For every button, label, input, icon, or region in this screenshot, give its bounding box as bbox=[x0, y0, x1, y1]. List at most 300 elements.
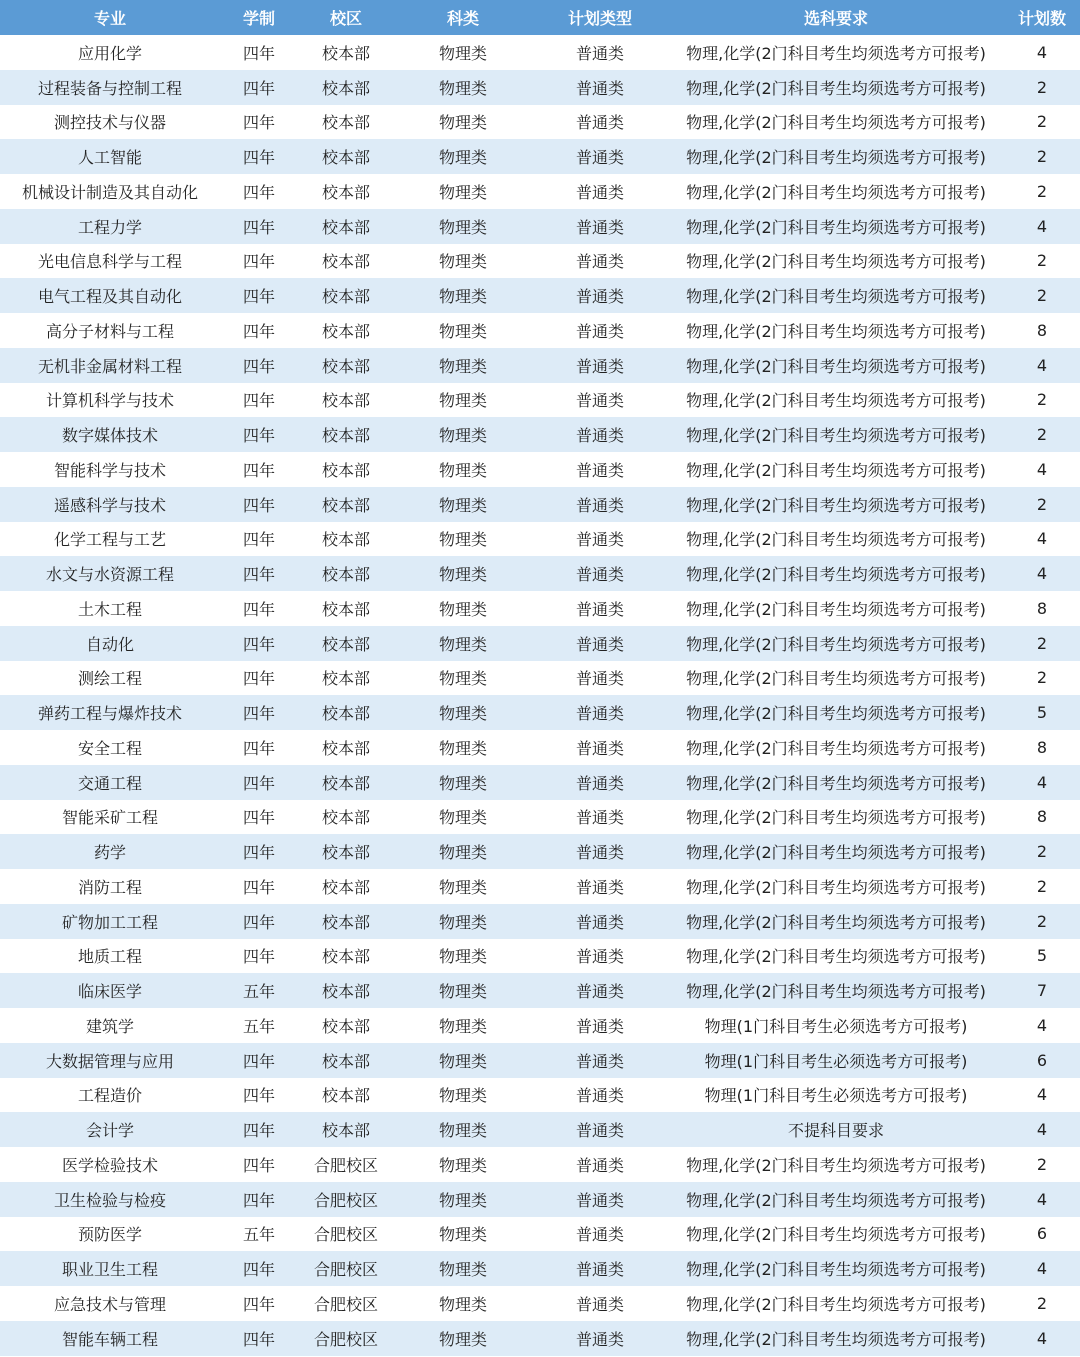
cell-plan-type: 普通类 bbox=[532, 834, 668, 869]
cell-major: 临床医学 bbox=[0, 973, 220, 1008]
cell-requirement: 物理,化学(2门科目考生均须选考方可报考) bbox=[668, 695, 1004, 730]
cell-count: 2 bbox=[1004, 487, 1080, 522]
cell-category: 物理类 bbox=[394, 556, 532, 591]
cell-category: 物理类 bbox=[394, 661, 532, 696]
cell-major: 安全工程 bbox=[0, 730, 220, 765]
cell-years: 五年 bbox=[220, 1217, 298, 1252]
cell-campus: 合肥校区 bbox=[298, 1286, 394, 1321]
table-row bbox=[0, 383, 1080, 418]
cell-requirement: 物理,化学(2门科目考生均须选考方可报考) bbox=[668, 348, 1004, 383]
cell-major: 化学工程与工艺 bbox=[0, 522, 220, 557]
cell-years: 四年 bbox=[220, 1078, 298, 1113]
cell-plan-type: 普通类 bbox=[532, 313, 668, 348]
table-row bbox=[0, 209, 1080, 244]
table-row bbox=[0, 730, 1080, 765]
cell-years: 四年 bbox=[220, 800, 298, 835]
cell-plan-type: 普通类 bbox=[532, 904, 668, 939]
cell-years: 四年 bbox=[220, 695, 298, 730]
cell-major: 自动化 bbox=[0, 626, 220, 661]
cell-major: 人工智能 bbox=[0, 139, 220, 174]
cell-category: 物理类 bbox=[394, 105, 532, 140]
cell-major: 药学 bbox=[0, 834, 220, 869]
cell-requirement: 物理,化学(2门科目考生均须选考方可报考) bbox=[668, 487, 1004, 522]
cell-requirement: 物理,化学(2门科目考生均须选考方可报考) bbox=[668, 35, 1004, 70]
cell-years: 四年 bbox=[220, 417, 298, 452]
header-category: 科类 bbox=[394, 0, 532, 35]
cell-requirement: 物理,化学(2门科目考生均须选考方可报考) bbox=[668, 174, 1004, 209]
cell-requirement: 物理,化学(2门科目考生均须选考方可报考) bbox=[668, 869, 1004, 904]
cell-count: 2 bbox=[1004, 834, 1080, 869]
cell-category: 物理类 bbox=[394, 765, 532, 800]
cell-category: 物理类 bbox=[394, 904, 532, 939]
cell-years: 四年 bbox=[220, 591, 298, 626]
cell-major: 交通工程 bbox=[0, 765, 220, 800]
cell-category: 物理类 bbox=[394, 417, 532, 452]
cell-count: 4 bbox=[1004, 522, 1080, 557]
cell-years: 四年 bbox=[220, 209, 298, 244]
cell-years: 四年 bbox=[220, 1321, 298, 1356]
cell-years: 四年 bbox=[220, 1043, 298, 1078]
cell-campus: 校本部 bbox=[298, 556, 394, 591]
cell-category: 物理类 bbox=[394, 1112, 532, 1147]
table-row bbox=[0, 1217, 1080, 1252]
cell-plan-type: 普通类 bbox=[532, 35, 668, 70]
cell-campus: 校本部 bbox=[298, 1008, 394, 1043]
cell-years: 四年 bbox=[220, 348, 298, 383]
header-major: 专业 bbox=[0, 0, 220, 35]
cell-count: 2 bbox=[1004, 105, 1080, 140]
cell-plan-type: 普通类 bbox=[532, 1008, 668, 1043]
cell-count: 4 bbox=[1004, 452, 1080, 487]
cell-plan-type: 普通类 bbox=[532, 1286, 668, 1321]
cell-major: 应用化学 bbox=[0, 35, 220, 70]
cell-campus: 校本部 bbox=[298, 139, 394, 174]
cell-campus: 校本部 bbox=[298, 1078, 394, 1113]
cell-requirement: 物理(1门科目考生必须选考方可报考) bbox=[668, 1008, 1004, 1043]
cell-years: 四年 bbox=[220, 244, 298, 279]
cell-count: 6 bbox=[1004, 1217, 1080, 1252]
cell-plan-type: 普通类 bbox=[532, 1147, 668, 1182]
cell-campus: 校本部 bbox=[298, 348, 394, 383]
cell-plan-type: 普通类 bbox=[532, 452, 668, 487]
cell-major: 弹药工程与爆炸技术 bbox=[0, 695, 220, 730]
cell-plan-type: 普通类 bbox=[532, 383, 668, 418]
cell-major: 消防工程 bbox=[0, 869, 220, 904]
cell-years: 四年 bbox=[220, 1251, 298, 1286]
table-row bbox=[0, 1008, 1080, 1043]
cell-major: 遥感科学与技术 bbox=[0, 487, 220, 522]
cell-years: 四年 bbox=[220, 765, 298, 800]
cell-category: 物理类 bbox=[394, 209, 532, 244]
cell-plan-type: 普通类 bbox=[532, 522, 668, 557]
cell-campus: 合肥校区 bbox=[298, 1147, 394, 1182]
cell-campus: 校本部 bbox=[298, 35, 394, 70]
table-row bbox=[0, 626, 1080, 661]
cell-campus: 校本部 bbox=[298, 695, 394, 730]
cell-plan-type: 普通类 bbox=[532, 973, 668, 1008]
cell-campus: 校本部 bbox=[298, 834, 394, 869]
cell-requirement: 物理(1门科目考生必须选考方可报考) bbox=[668, 1043, 1004, 1078]
cell-major: 智能采矿工程 bbox=[0, 800, 220, 835]
cell-category: 物理类 bbox=[394, 139, 532, 174]
table-row bbox=[0, 487, 1080, 522]
cell-campus: 校本部 bbox=[298, 487, 394, 522]
table-row bbox=[0, 800, 1080, 835]
cell-years: 四年 bbox=[220, 626, 298, 661]
cell-category: 物理类 bbox=[394, 834, 532, 869]
cell-category: 物理类 bbox=[394, 869, 532, 904]
cell-major: 计算机科学与技术 bbox=[0, 383, 220, 418]
cell-campus: 校本部 bbox=[298, 417, 394, 452]
cell-years: 四年 bbox=[220, 522, 298, 557]
table-row bbox=[0, 174, 1080, 209]
table-row bbox=[0, 35, 1080, 70]
cell-count: 2 bbox=[1004, 1286, 1080, 1321]
table-row bbox=[0, 70, 1080, 105]
table-row bbox=[0, 278, 1080, 313]
cell-years: 四年 bbox=[220, 1182, 298, 1217]
cell-campus: 校本部 bbox=[298, 70, 394, 105]
cell-major: 光电信息科学与工程 bbox=[0, 244, 220, 279]
cell-campus: 校本部 bbox=[298, 904, 394, 939]
cell-requirement: 物理,化学(2门科目考生均须选考方可报考) bbox=[668, 105, 1004, 140]
cell-requirement: 物理,化学(2门科目考生均须选考方可报考) bbox=[668, 834, 1004, 869]
cell-years: 五年 bbox=[220, 973, 298, 1008]
cell-plan-type: 普通类 bbox=[532, 1321, 668, 1356]
cell-requirement: 物理,化学(2门科目考生均须选考方可报考) bbox=[668, 973, 1004, 1008]
cell-major: 预防医学 bbox=[0, 1217, 220, 1252]
cell-campus: 校本部 bbox=[298, 869, 394, 904]
cell-years: 四年 bbox=[220, 487, 298, 522]
cell-major: 矿物加工工程 bbox=[0, 904, 220, 939]
cell-count: 4 bbox=[1004, 765, 1080, 800]
cell-count: 2 bbox=[1004, 869, 1080, 904]
cell-plan-type: 普通类 bbox=[532, 661, 668, 696]
cell-campus: 校本部 bbox=[298, 313, 394, 348]
cell-category: 物理类 bbox=[394, 383, 532, 418]
header-count: 计划数 bbox=[1004, 0, 1080, 35]
table-row bbox=[0, 904, 1080, 939]
cell-campus: 校本部 bbox=[298, 626, 394, 661]
cell-category: 物理类 bbox=[394, 1078, 532, 1113]
cell-requirement: 物理,化学(2门科目考生均须选考方可报考) bbox=[668, 1217, 1004, 1252]
cell-years: 四年 bbox=[220, 661, 298, 696]
cell-category: 物理类 bbox=[394, 1147, 532, 1182]
cell-requirement: 物理,化学(2门科目考生均须选考方可报考) bbox=[668, 452, 1004, 487]
cell-count: 4 bbox=[1004, 348, 1080, 383]
cell-plan-type: 普通类 bbox=[532, 1043, 668, 1078]
table-row bbox=[0, 1286, 1080, 1321]
cell-major: 水文与水资源工程 bbox=[0, 556, 220, 591]
cell-major: 职业卫生工程 bbox=[0, 1251, 220, 1286]
cell-major: 机械设计制造及其自动化 bbox=[0, 174, 220, 209]
cell-category: 物理类 bbox=[394, 174, 532, 209]
cell-count: 2 bbox=[1004, 139, 1080, 174]
cell-count: 8 bbox=[1004, 730, 1080, 765]
cell-campus: 校本部 bbox=[298, 209, 394, 244]
table-row bbox=[0, 522, 1080, 557]
cell-category: 物理类 bbox=[394, 452, 532, 487]
cell-years: 四年 bbox=[220, 105, 298, 140]
cell-requirement: 物理,化学(2门科目考生均须选考方可报考) bbox=[668, 626, 1004, 661]
table-row bbox=[0, 313, 1080, 348]
cell-requirement: 物理,化学(2门科目考生均须选考方可报考) bbox=[668, 591, 1004, 626]
cell-plan-type: 普通类 bbox=[532, 1217, 668, 1252]
cell-plan-type: 普通类 bbox=[532, 730, 668, 765]
cell-category: 物理类 bbox=[394, 730, 532, 765]
table-row bbox=[0, 244, 1080, 279]
cell-campus: 校本部 bbox=[298, 1112, 394, 1147]
cell-category: 物理类 bbox=[394, 1182, 532, 1217]
cell-campus: 校本部 bbox=[298, 661, 394, 696]
cell-major: 智能车辆工程 bbox=[0, 1321, 220, 1356]
cell-requirement: 物理,化学(2门科目考生均须选考方可报考) bbox=[668, 1147, 1004, 1182]
cell-plan-type: 普通类 bbox=[532, 1112, 668, 1147]
table-row bbox=[0, 765, 1080, 800]
cell-count: 7 bbox=[1004, 973, 1080, 1008]
cell-count: 2 bbox=[1004, 1147, 1080, 1182]
cell-category: 物理类 bbox=[394, 278, 532, 313]
cell-category: 物理类 bbox=[394, 591, 532, 626]
cell-category: 物理类 bbox=[394, 70, 532, 105]
cell-major: 电气工程及其自动化 bbox=[0, 278, 220, 313]
cell-count: 2 bbox=[1004, 174, 1080, 209]
cell-campus: 校本部 bbox=[298, 522, 394, 557]
cell-requirement: 物理(1门科目考生必须选考方可报考) bbox=[668, 1078, 1004, 1113]
cell-count: 5 bbox=[1004, 939, 1080, 974]
cell-plan-type: 普通类 bbox=[532, 800, 668, 835]
cell-campus: 合肥校区 bbox=[298, 1321, 394, 1356]
table-row bbox=[0, 939, 1080, 974]
cell-count: 2 bbox=[1004, 70, 1080, 105]
cell-count: 4 bbox=[1004, 35, 1080, 70]
cell-plan-type: 普通类 bbox=[532, 487, 668, 522]
cell-category: 物理类 bbox=[394, 348, 532, 383]
cell-major: 建筑学 bbox=[0, 1008, 220, 1043]
cell-count: 8 bbox=[1004, 800, 1080, 835]
table-row bbox=[0, 348, 1080, 383]
cell-requirement: 物理,化学(2门科目考生均须选考方可报考) bbox=[668, 70, 1004, 105]
cell-plan-type: 普通类 bbox=[532, 348, 668, 383]
cell-campus: 校本部 bbox=[298, 383, 394, 418]
cell-major: 过程装备与控制工程 bbox=[0, 70, 220, 105]
cell-major: 工程造价 bbox=[0, 1078, 220, 1113]
cell-campus: 校本部 bbox=[298, 973, 394, 1008]
cell-plan-type: 普通类 bbox=[532, 174, 668, 209]
cell-major: 数字媒体技术 bbox=[0, 417, 220, 452]
cell-requirement: 物理,化学(2门科目考生均须选考方可报考) bbox=[668, 765, 1004, 800]
header-row bbox=[0, 0, 1080, 35]
table-row bbox=[0, 1078, 1080, 1113]
cell-category: 物理类 bbox=[394, 244, 532, 279]
cell-count: 4 bbox=[1004, 1321, 1080, 1356]
header-years: 学制 bbox=[220, 0, 298, 35]
table-row bbox=[0, 591, 1080, 626]
cell-plan-type: 普通类 bbox=[532, 1251, 668, 1286]
cell-category: 物理类 bbox=[394, 1251, 532, 1286]
cell-major: 测控技术与仪器 bbox=[0, 105, 220, 140]
cell-years: 四年 bbox=[220, 1286, 298, 1321]
cell-major: 高分子材料与工程 bbox=[0, 313, 220, 348]
table-row bbox=[0, 834, 1080, 869]
cell-plan-type: 普通类 bbox=[532, 1182, 668, 1217]
cell-campus: 校本部 bbox=[298, 278, 394, 313]
cell-category: 物理类 bbox=[394, 1321, 532, 1356]
cell-plan-type: 普通类 bbox=[532, 869, 668, 904]
table-row bbox=[0, 105, 1080, 140]
cell-campus: 合肥校区 bbox=[298, 1217, 394, 1252]
table-row bbox=[0, 1043, 1080, 1078]
cell-count: 4 bbox=[1004, 1251, 1080, 1286]
cell-category: 物理类 bbox=[394, 1286, 532, 1321]
cell-major: 会计学 bbox=[0, 1112, 220, 1147]
cell-years: 四年 bbox=[220, 383, 298, 418]
cell-major: 大数据管理与应用 bbox=[0, 1043, 220, 1078]
cell-requirement: 物理,化学(2门科目考生均须选考方可报考) bbox=[668, 661, 1004, 696]
cell-category: 物理类 bbox=[394, 1008, 532, 1043]
cell-count: 2 bbox=[1004, 904, 1080, 939]
cell-count: 5 bbox=[1004, 695, 1080, 730]
table-row bbox=[0, 695, 1080, 730]
cell-count: 4 bbox=[1004, 1078, 1080, 1113]
cell-category: 物理类 bbox=[394, 626, 532, 661]
cell-requirement: 物理,化学(2门科目考生均须选考方可报考) bbox=[668, 417, 1004, 452]
cell-plan-type: 普通类 bbox=[532, 70, 668, 105]
cell-plan-type: 普通类 bbox=[532, 626, 668, 661]
cell-major: 医学检验技术 bbox=[0, 1147, 220, 1182]
cell-years: 四年 bbox=[220, 869, 298, 904]
cell-count: 2 bbox=[1004, 661, 1080, 696]
table-row bbox=[0, 661, 1080, 696]
cell-requirement: 物理,化学(2门科目考生均须选考方可报考) bbox=[668, 209, 1004, 244]
cell-count: 4 bbox=[1004, 209, 1080, 244]
cell-requirement: 物理,化学(2门科目考生均须选考方可报考) bbox=[668, 730, 1004, 765]
cell-category: 物理类 bbox=[394, 522, 532, 557]
cell-campus: 合肥校区 bbox=[298, 1251, 394, 1286]
cell-campus: 校本部 bbox=[298, 800, 394, 835]
cell-years: 四年 bbox=[220, 313, 298, 348]
table-row bbox=[0, 1321, 1080, 1356]
cell-years: 四年 bbox=[220, 730, 298, 765]
cell-plan-type: 普通类 bbox=[532, 209, 668, 244]
cell-years: 四年 bbox=[220, 35, 298, 70]
table-row bbox=[0, 1112, 1080, 1147]
cell-requirement: 物理,化学(2门科目考生均须选考方可报考) bbox=[668, 383, 1004, 418]
cell-years: 五年 bbox=[220, 1008, 298, 1043]
table-row bbox=[0, 452, 1080, 487]
cell-plan-type: 普通类 bbox=[532, 695, 668, 730]
cell-years: 四年 bbox=[220, 556, 298, 591]
cell-campus: 校本部 bbox=[298, 591, 394, 626]
cell-requirement: 物理,化学(2门科目考生均须选考方可报考) bbox=[668, 1286, 1004, 1321]
cell-campus: 校本部 bbox=[298, 730, 394, 765]
cell-count: 2 bbox=[1004, 417, 1080, 452]
header-campus: 校区 bbox=[298, 0, 394, 35]
table-body bbox=[0, 35, 1080, 1356]
table-header bbox=[0, 0, 1080, 35]
cell-plan-type: 普通类 bbox=[532, 591, 668, 626]
cell-campus: 校本部 bbox=[298, 452, 394, 487]
cell-years: 四年 bbox=[220, 70, 298, 105]
cell-count: 4 bbox=[1004, 1008, 1080, 1043]
cell-campus: 合肥校区 bbox=[298, 1182, 394, 1217]
table-row bbox=[0, 973, 1080, 1008]
cell-category: 物理类 bbox=[394, 1043, 532, 1078]
cell-requirement: 物理,化学(2门科目考生均须选考方可报考) bbox=[668, 1182, 1004, 1217]
header-plan-type: 计划类型 bbox=[532, 0, 668, 35]
cell-major: 测绘工程 bbox=[0, 661, 220, 696]
cell-campus: 校本部 bbox=[298, 1043, 394, 1078]
table-row bbox=[0, 1251, 1080, 1286]
cell-plan-type: 普通类 bbox=[532, 139, 668, 174]
cell-plan-type: 普通类 bbox=[532, 765, 668, 800]
cell-years: 四年 bbox=[220, 834, 298, 869]
cell-years: 四年 bbox=[220, 278, 298, 313]
table-row bbox=[0, 556, 1080, 591]
cell-campus: 校本部 bbox=[298, 174, 394, 209]
cell-campus: 校本部 bbox=[298, 244, 394, 279]
cell-plan-type: 普通类 bbox=[532, 1078, 668, 1113]
cell-count: 4 bbox=[1004, 1112, 1080, 1147]
cell-major: 工程力学 bbox=[0, 209, 220, 244]
table-row bbox=[0, 869, 1080, 904]
cell-major: 地质工程 bbox=[0, 939, 220, 974]
cell-plan-type: 普通类 bbox=[532, 556, 668, 591]
cell-major: 卫生检验与检疫 bbox=[0, 1182, 220, 1217]
cell-years: 四年 bbox=[220, 139, 298, 174]
cell-count: 2 bbox=[1004, 244, 1080, 279]
table-row bbox=[0, 417, 1080, 452]
cell-category: 物理类 bbox=[394, 973, 532, 1008]
cell-requirement: 物理,化学(2门科目考生均须选考方可报考) bbox=[668, 800, 1004, 835]
cell-plan-type: 普通类 bbox=[532, 417, 668, 452]
cell-count: 4 bbox=[1004, 1182, 1080, 1217]
cell-count: 6 bbox=[1004, 1043, 1080, 1078]
cell-category: 物理类 bbox=[394, 487, 532, 522]
cell-requirement: 物理,化学(2门科目考生均须选考方可报考) bbox=[668, 244, 1004, 279]
cell-requirement: 不提科目要求 bbox=[668, 1112, 1004, 1147]
cell-years: 四年 bbox=[220, 1147, 298, 1182]
cell-count: 2 bbox=[1004, 278, 1080, 313]
cell-count: 8 bbox=[1004, 313, 1080, 348]
cell-count: 2 bbox=[1004, 626, 1080, 661]
cell-requirement: 物理,化学(2门科目考生均须选考方可报考) bbox=[668, 313, 1004, 348]
cell-category: 物理类 bbox=[394, 939, 532, 974]
cell-category: 物理类 bbox=[394, 35, 532, 70]
cell-requirement: 物理,化学(2门科目考生均须选考方可报考) bbox=[668, 1321, 1004, 1356]
cell-campus: 校本部 bbox=[298, 765, 394, 800]
cell-plan-type: 普通类 bbox=[532, 278, 668, 313]
cell-count: 4 bbox=[1004, 556, 1080, 591]
cell-requirement: 物理,化学(2门科目考生均须选考方可报考) bbox=[668, 556, 1004, 591]
cell-years: 四年 bbox=[220, 1112, 298, 1147]
cell-major: 无机非金属材料工程 bbox=[0, 348, 220, 383]
table-row bbox=[0, 1147, 1080, 1182]
cell-plan-type: 普通类 bbox=[532, 105, 668, 140]
cell-requirement: 物理,化学(2门科目考生均须选考方可报考) bbox=[668, 522, 1004, 557]
cell-years: 四年 bbox=[220, 452, 298, 487]
cell-count: 2 bbox=[1004, 383, 1080, 418]
cell-requirement: 物理,化学(2门科目考生均须选考方可报考) bbox=[668, 904, 1004, 939]
cell-requirement: 物理,化学(2门科目考生均须选考方可报考) bbox=[668, 1251, 1004, 1286]
cell-plan-type: 普通类 bbox=[532, 244, 668, 279]
cell-major: 土木工程 bbox=[0, 591, 220, 626]
cell-major: 应急技术与管理 bbox=[0, 1286, 220, 1321]
cell-requirement: 物理,化学(2门科目考生均须选考方可报考) bbox=[668, 139, 1004, 174]
cell-category: 物理类 bbox=[394, 695, 532, 730]
cell-years: 四年 bbox=[220, 939, 298, 974]
cell-requirement: 物理,化学(2门科目考生均须选考方可报考) bbox=[668, 278, 1004, 313]
